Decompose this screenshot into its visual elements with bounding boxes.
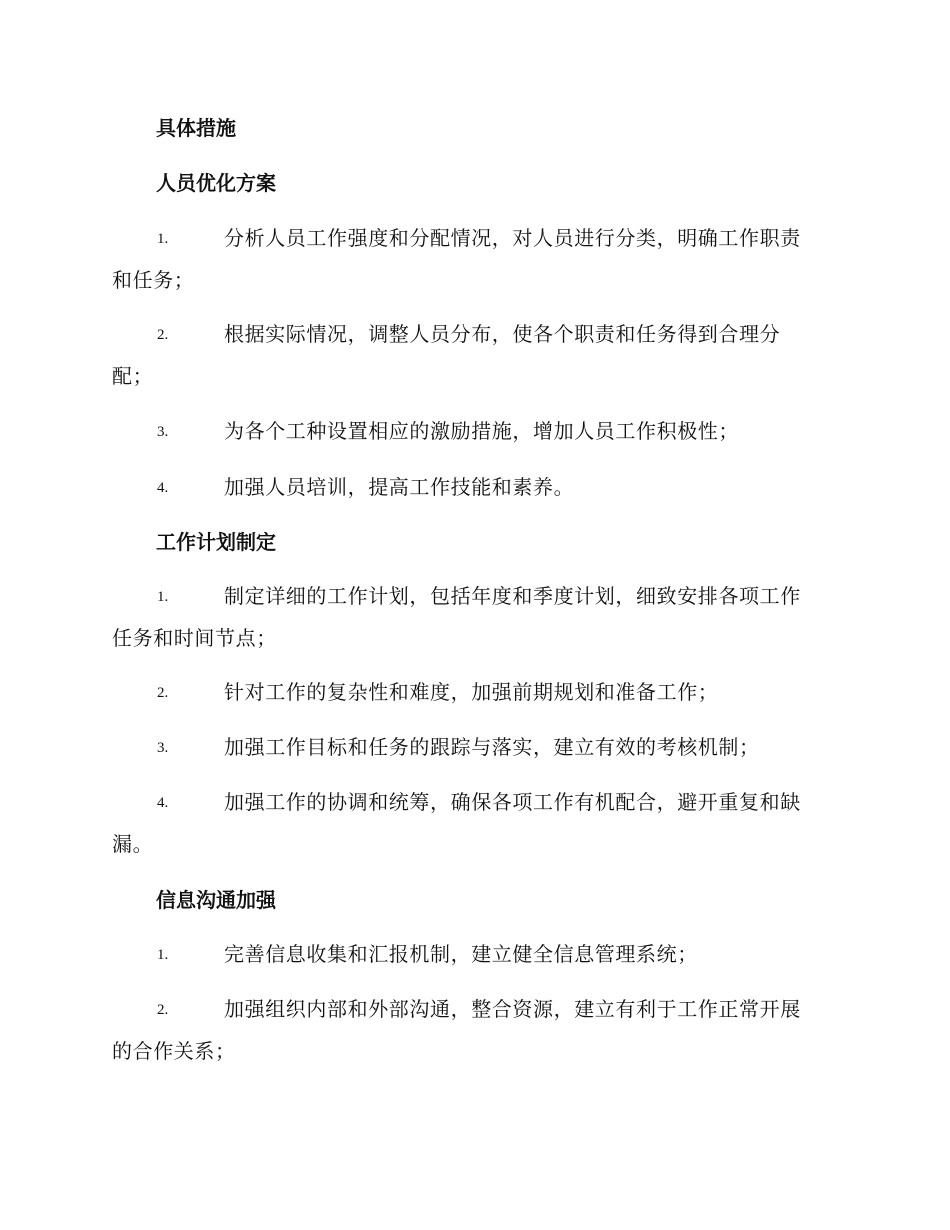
list-item-number: 4. <box>157 795 169 811</box>
heading-communication: 信息沟通加强 <box>156 888 276 912</box>
list-item-text-continued: 任务和时间节点； <box>112 626 277 650</box>
list-item-text: 加强组织内部和外部沟通，整合资源，建立有利于工作正常开展 <box>224 997 801 1021</box>
list-item-text: 根据实际情况，调整人员分布，使各个职责和任务得到合理分 <box>224 322 781 346</box>
list-item-text: 加强人员培训，提高工作技能和素养。 <box>224 475 575 499</box>
list-item-text: 针对工作的复杂性和难度，加强前期规划和准备工作； <box>224 680 719 704</box>
list-item-text-continued: 的合作关系； <box>112 1039 236 1063</box>
list-item-number: 1. <box>157 589 169 605</box>
list-item-text: 制定详细的工作计划，包括年度和季度计划，细致安排各项工作 <box>224 584 801 608</box>
list-item-number: 2. <box>157 685 169 701</box>
list-item-number: 3. <box>157 424 169 440</box>
list-item-number: 1. <box>157 231 169 247</box>
heading-work-plan: 工作计划制定 <box>156 530 276 554</box>
list-item-text-continued: 漏。 <box>112 832 154 856</box>
list-item-text-continued: 配； <box>112 364 154 388</box>
heading-staff-optimization: 人员优化方案 <box>156 171 276 195</box>
list-item-number: 2. <box>157 1002 169 1018</box>
list-item-text: 加强工作目标和任务的跟踪与落实，建立有效的考核机制； <box>224 735 760 759</box>
list-item-text: 为各个工种设置相应的激励措施，增加人员工作积极性； <box>224 419 739 443</box>
list-item-number: 1. <box>157 947 169 963</box>
list-item-number: 4. <box>157 480 169 496</box>
list-item-text: 分析人员工作强度和分配情况，对人员进行分类，明确工作职责 <box>224 226 801 250</box>
list-item-text-continued: 和任务； <box>112 268 195 292</box>
list-item-text: 完善信息收集和汇报机制，建立健全信息管理系统； <box>224 942 698 966</box>
list-item-number: 3. <box>157 740 169 756</box>
list-item-text: 加强工作的协调和统筹，确保各项工作有机配合，避开重复和缺 <box>224 790 801 814</box>
heading-specific-measures: 具体措施 <box>156 116 236 140</box>
list-item-number: 2. <box>157 327 169 343</box>
